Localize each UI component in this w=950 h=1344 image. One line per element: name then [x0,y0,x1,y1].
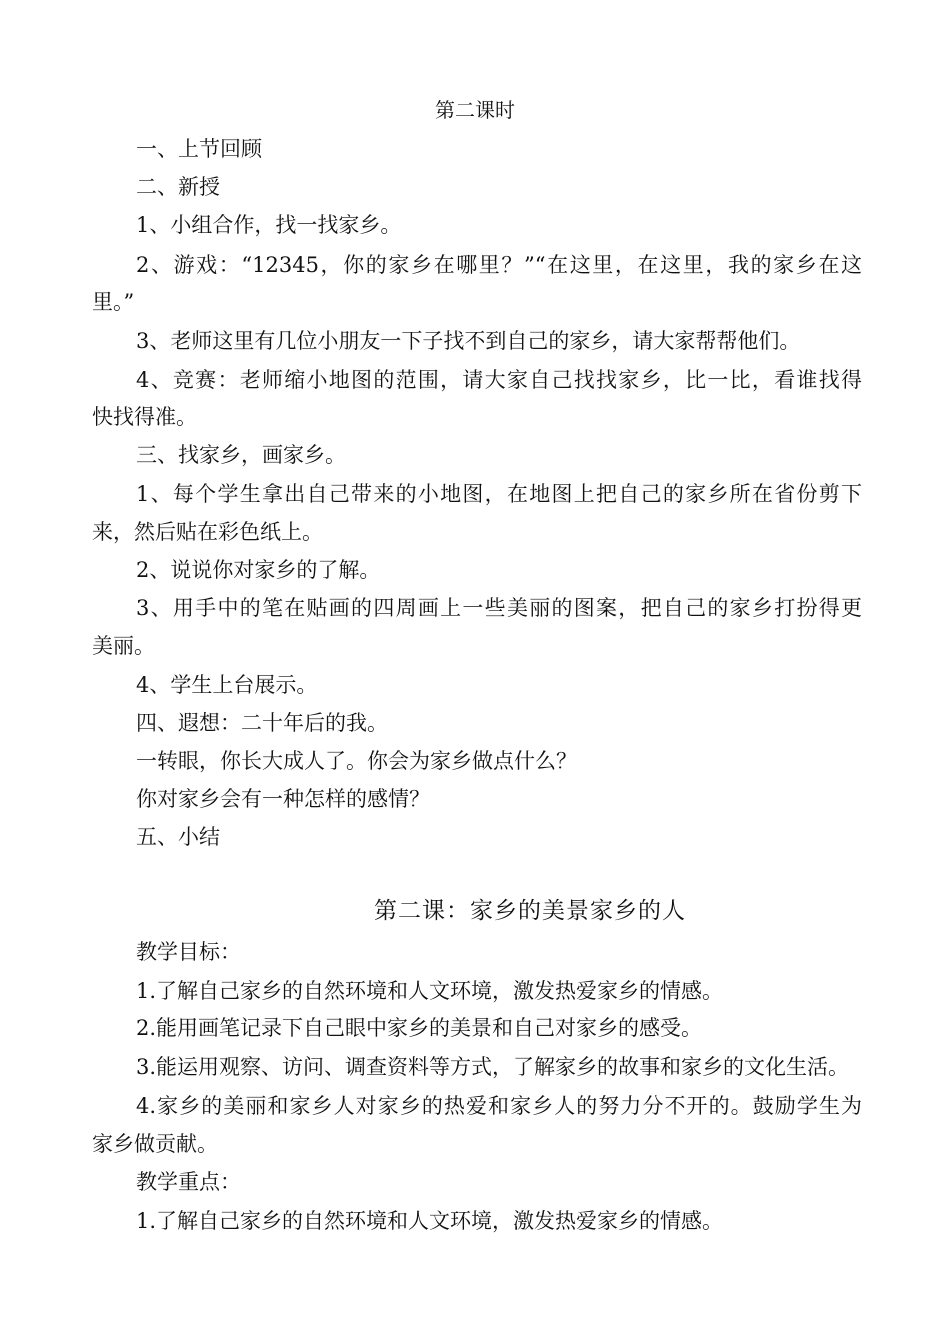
paragraph-line: 4、学生上台展示。 [136,673,318,697]
paragraph-line: 4.家乡的美丽和家乡人对家乡的热爱和家乡人的努力分不开的。鼓励学生为 [136,1094,862,1118]
section-title-period2: 第二课时 [435,98,515,122]
paragraph-line: 3、用手中的笔在贴画的四周画上一些美丽的图案，把自己的家乡打扮得更 [136,596,862,620]
paragraph-line: 2、说说你对家乡的了解。 [136,558,381,582]
paragraph-line: 快找得准。 [92,405,197,429]
paragraph-line: 一、上节回顾 [136,137,262,161]
paragraph-line: 2、游戏：“12345，你的家乡在哪里？”“在这里，在这里，我的家乡在这 [136,253,862,277]
paragraph-line: 2.能用画笔记录下自己眼中家乡的美景和自己对家乡的感受。 [136,1016,703,1040]
paragraph-line: 五、小结 [136,825,220,849]
paragraph-line: 来，然后贴在彩色纸上。 [92,520,323,544]
paragraph-line: 教学重点： [136,1170,241,1194]
section-title-lesson2: 第二课：家乡的美景家乡的人 [374,898,686,924]
paragraph-line: 三、找家乡，画家乡。 [136,443,346,467]
paragraph-line: 4、竞赛：老师缩小地图的范围，请大家自己找找家乡，比一比，看谁找得 [136,368,862,392]
paragraph-line: 四、遐想：二十年后的我。 [136,711,388,735]
paragraph-line: 3、老师这里有几位小朋友一下子找不到自己的家乡，请大家帮帮他们。 [136,329,801,353]
paragraph-line: 1.了解自己家乡的自然环境和人文环境，激发热爱家乡的情感。 [136,979,724,1003]
paragraph-line: 1、小组合作，找一找家乡。 [136,213,402,237]
paragraph-line: 1.了解自己家乡的自然环境和人文环境，激发热爱家乡的情感。 [136,1209,724,1233]
paragraph-line: 一转眼，你长大成人了。你会为家乡做点什么？ [136,749,577,773]
paragraph-line: 你对家乡会有一种怎样的感情？ [136,787,430,811]
paragraph-line: 二、新授 [136,175,220,199]
paragraph-line: 教学目标： [136,940,241,964]
paragraph-line: 3.能运用观察、访问、调查资料等方式，了解家乡的故事和家乡的文化生活。 [136,1055,850,1079]
paragraph-line: 家乡做贡献。 [92,1132,218,1156]
paragraph-line: 1、每个学生拿出自己带来的小地图，在地图上把自己的家乡所在省份剪下 [136,482,862,506]
paragraph-line: 里。” [92,290,135,314]
paragraph-line: 美丽。 [92,634,155,658]
